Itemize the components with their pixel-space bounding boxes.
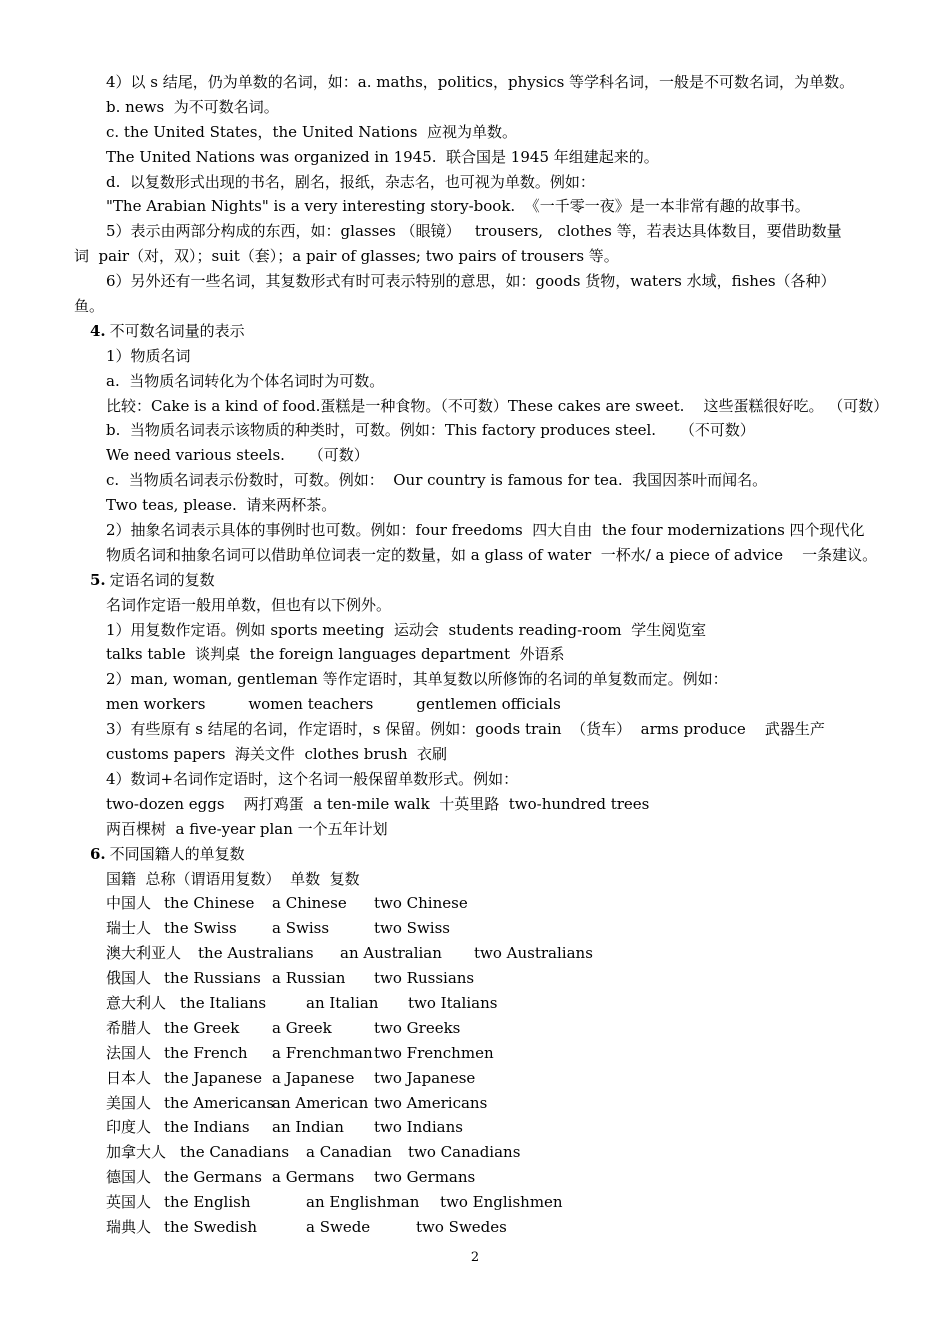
- collective-name-cell: the Swiss: [164, 919, 237, 938]
- section-title: 定语名词的复数: [109, 570, 215, 589]
- nationality-cell: 德国人: [106, 1168, 152, 1187]
- text-line: c. the United States，the United Nations 应视为单数。: [106, 122, 518, 141]
- section-heading-6: [74, 842, 888, 867]
- text-line: b. 当物质名词表示该物质的种类时，可数。例如：This factory produces steel. （不可数）: [106, 421, 755, 440]
- nationality-cell: 美国人: [106, 1093, 152, 1112]
- text-line: 1）物质名词: [106, 346, 191, 365]
- table-row: [74, 1190, 888, 1215]
- nationality-table-header: 国籍 总称（谓语用复数） 单数 复数: [106, 869, 360, 888]
- singular-cell: a Greek: [272, 1018, 332, 1037]
- nationality-table: [74, 891, 888, 1239]
- collective-name-cell: the Greek: [164, 1018, 240, 1037]
- plural-cell: two Swedes: [416, 1217, 507, 1236]
- singular-cell: an Indian: [272, 1118, 344, 1137]
- nationality-cell: 瑞士人: [106, 919, 152, 938]
- plural-cell: two Americans: [374, 1093, 488, 1112]
- table-row: [74, 1016, 888, 1041]
- table-row: [74, 1041, 888, 1066]
- section-number: 4.: [90, 321, 106, 340]
- plural-cell: two Indians: [374, 1118, 463, 1137]
- plural-cell: two Englishmen: [440, 1193, 563, 1212]
- table-row: [74, 916, 888, 941]
- plural-cell: two Greeks: [374, 1018, 461, 1037]
- table-row: [74, 1140, 888, 1165]
- plural-cell: two Frenchmen: [374, 1043, 494, 1062]
- section-number: 5.: [90, 570, 106, 589]
- text-line: 3）有些原有 s 结尾的名词，作定语时，s 保留。例如：goods train （货车） arms produce 武器生产: [106, 720, 825, 739]
- plural-cell: two Japanese: [374, 1068, 476, 1087]
- nationality-cell: 俄国人: [106, 969, 152, 988]
- text-line: 5）表示由两部分构成的东西，如：glasses （眼镜） trousers, clothes 等，若表达具体数目，要借助数量: [106, 222, 842, 241]
- plural-cell: two Italians: [408, 993, 498, 1012]
- text-line: 两百棵树 a five-year plan 一个五年计划: [106, 819, 388, 838]
- text-line: Two teas, please. 请来两杯茶。: [106, 496, 337, 515]
- table-row: [74, 941, 888, 966]
- nationality-cell: 意大利人: [106, 993, 167, 1012]
- text-line: men workers women teachers gentlemen officials: [106, 695, 561, 714]
- singular-cell: a Chinese: [272, 894, 347, 913]
- text-line: 词 pair（对，双）；suit（套）；a pair of glasses; two pairs of trousers 等。: [74, 247, 619, 266]
- collective-name-cell: the English: [164, 1193, 251, 1212]
- document-body: [74, 70, 888, 1240]
- text-line: 名词作定语一般用单数，但也有以下例外。: [106, 595, 392, 614]
- collective-name-cell: the Australians: [198, 944, 314, 963]
- text-line: customs papers 海关文件 clothes brush 衣刷: [106, 745, 448, 764]
- nationality-cell: 法国人: [106, 1043, 152, 1062]
- text-line: 1）用复数作定语。例如 sports meeting 运动会 students reading-room 学生阅览室: [106, 620, 707, 639]
- plural-cell: two Russians: [374, 969, 475, 988]
- singular-cell: a Germans: [272, 1168, 355, 1187]
- singular-cell: a Canadian: [306, 1143, 392, 1162]
- table-row: [74, 1165, 888, 1190]
- singular-cell: a Swiss: [272, 919, 330, 938]
- nationality-cell: 瑞典人: [106, 1217, 152, 1236]
- singular-cell: an Australian: [340, 944, 442, 963]
- text-line: "The Arabian Nights" is a very interesting story-book. 《一千零一夜》是一本非常有趣的故事书。: [106, 197, 810, 216]
- nationality-cell: 加拿大人: [106, 1143, 167, 1162]
- table-row: [74, 1215, 888, 1240]
- text-line: two-dozen eggs 两打鸡蛋 a ten-mile walk 十英里路 two-hundred trees: [106, 794, 650, 813]
- collective-name-cell: the Russians: [164, 969, 261, 988]
- section-number: 6.: [90, 844, 106, 863]
- collective-name-cell: the Swedish: [164, 1217, 258, 1236]
- text-line: 4）数词+名词作定语时，这个名词一般保留单数形式。例如：: [106, 769, 519, 788]
- text-line: 2）抽象名词表示具体的事例时也可数。例如：four freedoms 四大自由 the four modernizations 四个现代化: [106, 521, 865, 540]
- collective-name-cell: the Canadians: [180, 1143, 290, 1162]
- text-line: c. 当物质名词表示份数时，可数。例如： Our country is famous for tea. 我国因茶叶而闻名。: [106, 471, 768, 490]
- text-line: 比较：Cake is a kind of food.蛋糕是一种食物。（不可数）These cakes are sweet. 这些蛋糕很好吃。 （可数）: [106, 396, 888, 415]
- text-line: The United Nations was organized in 1945. 联合国是 1945 年组建起来的。: [106, 147, 659, 166]
- section-heading-5: [74, 568, 888, 593]
- nationality-cell: 澳大利亚人: [106, 944, 182, 963]
- singular-cell: a Japanese: [272, 1068, 355, 1087]
- text-line: b. news 为不可数名词。: [106, 97, 279, 116]
- text-line: 物质名词和抽象名词可以借助单位词表一定的数量，如 a glass of water 一杯水/ a piece of advice 一条建议。: [106, 545, 878, 564]
- text-line: a. 当物质名词转化为个体名词时为可数。: [106, 371, 385, 390]
- text-line: 鱼。: [74, 297, 105, 316]
- plural-cell: two Swiss: [374, 919, 450, 938]
- collective-name-cell: the French: [164, 1043, 248, 1062]
- plural-cell: two Australians: [474, 944, 593, 963]
- singular-cell: an Englishman: [306, 1193, 420, 1212]
- collective-name-cell: the Germans: [164, 1168, 262, 1187]
- table-row: [74, 1115, 888, 1140]
- plural-cell: two Canadians: [408, 1143, 521, 1162]
- collective-name-cell: the Japanese: [164, 1068, 262, 1087]
- singular-cell: a Russian: [272, 969, 346, 988]
- table-row: [74, 1091, 888, 1116]
- section-title: 不可数名词量的表示: [109, 321, 245, 340]
- table-row: [74, 991, 888, 1016]
- section-heading-4: [74, 319, 888, 344]
- nationality-cell: 日本人: [106, 1068, 152, 1087]
- text-line: We need various steels. （可数）: [106, 446, 369, 465]
- collective-name-cell: the Italians: [180, 993, 267, 1012]
- text-line: d. 以复数形式出现的书名，剧名，报纸，杂志名，也可视为单数。例如：: [106, 172, 595, 191]
- nationality-cell: 英国人: [106, 1193, 152, 1212]
- section-title: 不同国籍人的单复数: [109, 844, 245, 863]
- table-row: [74, 1066, 888, 1091]
- table-row: [74, 966, 888, 991]
- singular-cell: a Frenchman: [272, 1043, 373, 1062]
- text-line: talks table 谈判桌 the foreign languages department 外语系: [106, 645, 565, 664]
- nationality-cell: 中国人: [106, 894, 152, 913]
- singular-cell: an Italian: [306, 993, 379, 1012]
- text-line: 2）man, woman, gentleman 等作定语时，其单复数以所修饰的名词的单复数而定。例如：: [106, 670, 728, 689]
- plural-cell: two Germans: [374, 1168, 476, 1187]
- table-row: [74, 891, 888, 916]
- nationality-cell: 希腊人: [106, 1018, 152, 1037]
- collective-name-cell: the Indians: [164, 1118, 250, 1137]
- singular-cell: an American: [272, 1093, 369, 1112]
- singular-cell: a Swede: [306, 1217, 371, 1236]
- collective-name-cell: the Americans: [164, 1093, 274, 1112]
- text-line: 6）另外还有一些名词，其复数形式有时可表示特别的意思，如：goods 货物，waters 水域，fishes（各种）: [106, 272, 836, 291]
- collective-name-cell: the Chinese: [164, 894, 255, 913]
- text-line: 4）以 s 结尾，仍为单数的名词，如：a. maths，politics，physics 等学科名词，一般是不可数名词，为单数。: [106, 73, 855, 91]
- nationality-cell: 印度人: [106, 1118, 152, 1137]
- plural-cell: two Chinese: [374, 894, 468, 913]
- page-number: 2: [470, 1250, 480, 1265]
